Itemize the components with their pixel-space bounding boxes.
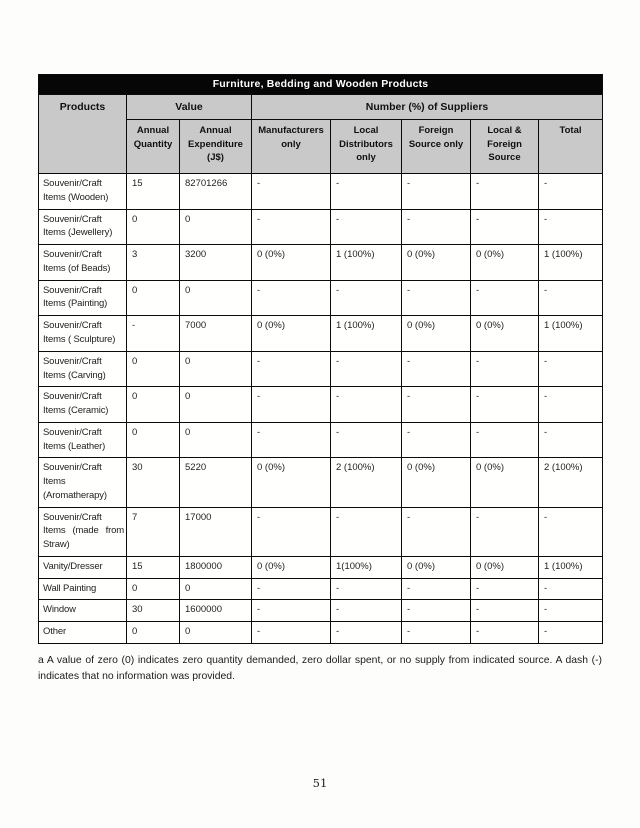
table-cell: - (252, 174, 331, 210)
table-row (39, 174, 603, 210)
table-cell: 17000 (180, 507, 252, 556)
table-cell: - (252, 422, 331, 458)
table-cell: - (402, 351, 471, 387)
table-cell: 0 (0%) (402, 316, 471, 352)
column-header-local-foreign-source: Local & Foreign Source (471, 119, 539, 173)
table-cell: - (402, 280, 471, 316)
table-cell: 0 (0%) (471, 316, 539, 352)
table-row (39, 556, 603, 578)
table-cell: - (471, 387, 539, 423)
table-row (39, 600, 603, 622)
table-cell: 0 (0%) (402, 245, 471, 281)
footnote: a A value of zero (0) indicates zero quantity demanded, zero dollar spent, or no supply from indicated source. A dash (-) indicates that no information was provided. (38, 655, 602, 682)
table-cell: - (402, 209, 471, 245)
table-cell: - (539, 600, 603, 622)
header-group-row (39, 94, 603, 119)
table-cell: - (471, 507, 539, 556)
table-cell: - (127, 316, 180, 352)
table-row (39, 458, 603, 507)
table-cell: 0 (180, 351, 252, 387)
table-cell: 0 (127, 578, 180, 600)
product-name-cell: Souvenir/Craft Items (Wooden) (39, 174, 127, 210)
table-cell: - (331, 351, 402, 387)
product-name-cell: Other (39, 622, 127, 644)
table-cell: 0 (0%) (252, 556, 331, 578)
table-cell: 1800000 (180, 556, 252, 578)
table-cell: - (402, 622, 471, 644)
table-cell: - (539, 209, 603, 245)
table-cell: - (539, 622, 603, 644)
product-name-cell: Souvenir/Craft Items (Aromatherapy) (39, 458, 127, 507)
column-group-value: Value (127, 94, 252, 119)
table-cell: 0 (180, 422, 252, 458)
table-cell: 0 (0%) (402, 458, 471, 507)
table-cell: 2 (100%) (539, 458, 603, 507)
table-cell: - (539, 422, 603, 458)
table-row (39, 209, 603, 245)
table-cell: - (402, 387, 471, 423)
table-row (39, 316, 603, 352)
product-name-cell: Wall Painting (39, 578, 127, 600)
table-cell: - (331, 422, 402, 458)
table-cell: 0 (180, 280, 252, 316)
table-cell: 0 (0%) (252, 316, 331, 352)
table-cell: - (331, 507, 402, 556)
table-cell: 15 (127, 174, 180, 210)
column-header-products: Products (39, 94, 127, 173)
product-name-cell: Souvenir/Craft Items (made from Straw) (39, 507, 127, 556)
table-cell: 1 (100%) (539, 316, 603, 352)
table-cell: 0 (180, 209, 252, 245)
product-name-cell: Window (39, 600, 127, 622)
table-cell: 3 (127, 245, 180, 281)
table-cell: 0 (180, 578, 252, 600)
column-header-total: Total (539, 119, 603, 173)
table-cell: 30 (127, 458, 180, 507)
table-cell: 1 (100%) (539, 245, 603, 281)
table-cell: - (252, 351, 331, 387)
table-cell: 0 (127, 422, 180, 458)
table-cell: 0 (180, 622, 252, 644)
table-cell: 0 (0%) (471, 556, 539, 578)
table-cell: 0 (127, 387, 180, 423)
table-cell: 82701266 (180, 174, 252, 210)
page-number: 51 (312, 776, 328, 790)
table-cell: 1 (100%) (331, 316, 402, 352)
table-cell: - (252, 507, 331, 556)
table-cell: - (471, 280, 539, 316)
product-name-cell: Souvenir/Craft Items (of Beads) (39, 245, 127, 281)
table-cell: 7 (127, 507, 180, 556)
table-cell: - (331, 622, 402, 644)
table-cell: 5220 (180, 458, 252, 507)
column-group-suppliers: Number (%) of Suppliers (252, 94, 603, 119)
table-cell: 0 (127, 280, 180, 316)
table-cell: - (402, 578, 471, 600)
table-row (39, 351, 603, 387)
table-cell: 7000 (180, 316, 252, 352)
product-name-cell: Souvenir/Craft Items (Leather) (39, 422, 127, 458)
table-cell: - (471, 209, 539, 245)
product-name-cell: Souvenir/Craft Items (Ceramic) (39, 387, 127, 423)
table-row (39, 507, 603, 556)
table-cell: - (539, 578, 603, 600)
table-block (38, 74, 602, 684)
table-cell: 1 (100%) (539, 556, 603, 578)
table-row (39, 578, 603, 600)
table-cell: - (402, 422, 471, 458)
table-cell: - (252, 578, 331, 600)
column-header-annual-expenditure: Annual Expenditure (J$) (180, 119, 252, 173)
table-cell: 0 (0%) (402, 556, 471, 578)
table-cell: - (331, 280, 402, 316)
table-cell: - (539, 387, 603, 423)
product-name-cell: Souvenir/Craft Items (Painting) (39, 280, 127, 316)
table-title: Furniture, Bedding and Wooden Products (39, 75, 603, 95)
table-cell: - (402, 174, 471, 210)
table-title-row (39, 75, 603, 95)
table-cell: - (331, 600, 402, 622)
table-cell: - (539, 507, 603, 556)
column-header-foreign-source-only: Foreign Source only (402, 119, 471, 173)
column-header-manufacturers-only: Manufacturers only (252, 119, 331, 173)
table-cell: - (471, 351, 539, 387)
table-cell: 2 (100%) (331, 458, 402, 507)
table-cell: - (331, 578, 402, 600)
table-cell: 15 (127, 556, 180, 578)
table-row (39, 422, 603, 458)
table-cell: 0 (0%) (471, 458, 539, 507)
table-cell: - (331, 387, 402, 423)
column-header-annual-quantity: Annual Quantity (127, 119, 180, 173)
table-cell: - (402, 507, 471, 556)
table-cell: 0 (127, 351, 180, 387)
table-cell: 0 (127, 622, 180, 644)
table-cell: 0 (0%) (252, 245, 331, 281)
table-cell: 1 (100%) (331, 245, 402, 281)
table-cell: - (471, 622, 539, 644)
table-header (39, 75, 603, 174)
table-cell: - (331, 209, 402, 245)
column-header-local-distributors-only: Local Distributors only (331, 119, 402, 173)
table-row (39, 280, 603, 316)
table-cell: 0 (0%) (471, 245, 539, 281)
product-name-cell: Vanity/Dresser (39, 556, 127, 578)
table-row (39, 245, 603, 281)
table-cell: - (252, 280, 331, 316)
table-cell: - (539, 280, 603, 316)
table-cell: - (471, 600, 539, 622)
table-cell: 3200 (180, 245, 252, 281)
table-cell: - (471, 174, 539, 210)
table-cell: - (252, 622, 331, 644)
table-cell: - (252, 387, 331, 423)
product-name-cell: Souvenir/Craft Items ( Sculpture) (39, 316, 127, 352)
table-cell: - (252, 209, 331, 245)
table-cell: - (471, 578, 539, 600)
table-cell: 30 (127, 600, 180, 622)
suppliers-table (38, 74, 603, 644)
product-name-cell: Souvenir/Craft Items (Jewellery) (39, 209, 127, 245)
table-cell: 1600000 (180, 600, 252, 622)
table-cell: 0 (0%) (252, 458, 331, 507)
table-row (39, 622, 603, 644)
table-cell: - (252, 600, 331, 622)
table-cell: - (402, 600, 471, 622)
table-cell: - (539, 174, 603, 210)
table-cell: 0 (127, 209, 180, 245)
table-cell: 0 (180, 387, 252, 423)
table-row (39, 387, 603, 423)
table-cell: - (331, 174, 402, 210)
table-cell: - (471, 422, 539, 458)
table-cell: 1(100%) (331, 556, 402, 578)
table-cell: - (539, 351, 603, 387)
table-body (39, 174, 603, 644)
product-name-cell: Souvenir/Craft Items (Carving) (39, 351, 127, 387)
